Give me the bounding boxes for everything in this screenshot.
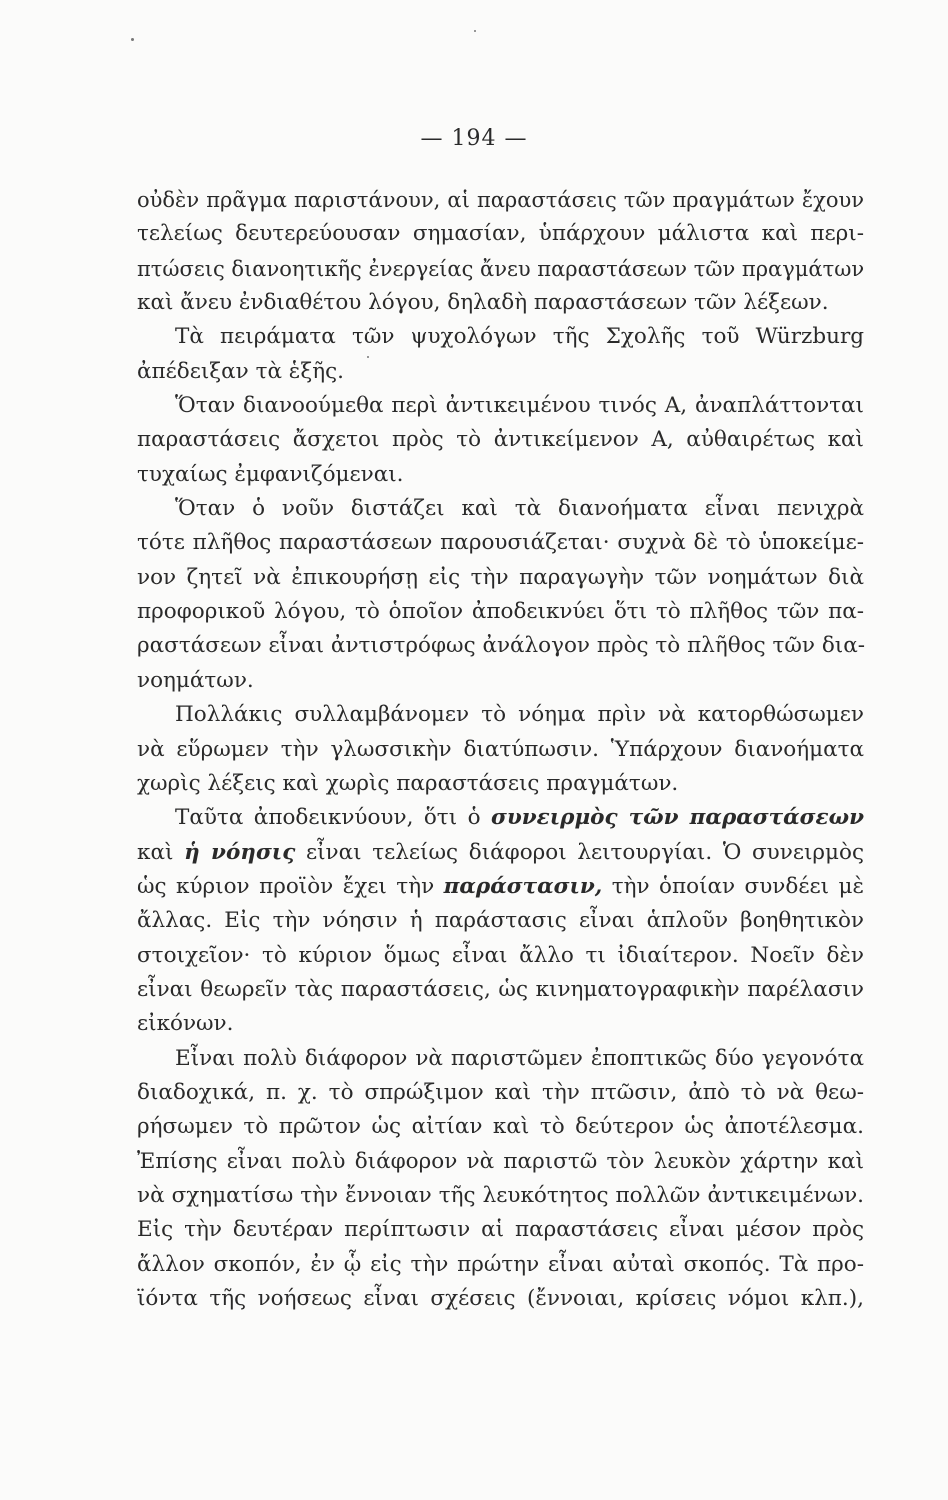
text-line: χωρὶς λέξεις καὶ χωρὶς παραστάσεις πραγμάτων. (137, 770, 679, 796)
text-line: νὰ εὕρωμεν τὴν γλωσσικὴν διατύπωσιν. Ὑπάρχουν διανοήματα (137, 736, 864, 762)
text-line: Ὅταν ὁ νοῦν διστάζει καὶ τὰ διανοήματα εἶναι πενιχρὰ (175, 496, 864, 522)
emphasis-text: ἡ νόησις (184, 839, 296, 865)
text-line: Εἶναι πολὺ διάφορον νὰ παριστῶμεν ἐποπτικῶς δύο γεγονότα (175, 1045, 864, 1071)
page-number: — 194 — (420, 126, 528, 151)
text-line: ϊόντα τῆς νοήσεως εἶναι σχέσεις (ἔννοιαι, κρίσεις νόμοι κλπ.), (137, 1286, 864, 1311)
text-line (137, 836, 864, 870)
text-line: ρήσωμεν τὸ πρῶτον ὡς αἰτίαν καὶ τὸ δεύτερον ὡς ἀποτέλεσμα. (137, 1114, 864, 1140)
paper-speck (367, 356, 369, 358)
paper-speck (474, 30, 476, 32)
paper-speck (131, 38, 134, 41)
text-line (137, 801, 864, 835)
text-line: νὰ σχηματίσω τὴν ἔννοιαν τῆς λευκότητος πολλῶν ἀντικειμένων. (137, 1182, 864, 1208)
text-segment: τὴν ὁποίαν συνδέει μὲ (602, 873, 864, 899)
text-segment: Ταῦτα ἀποδεικνύουν, ὅτι ὁ (175, 805, 491, 831)
text-line: εἶναι θεωρεῖν τὰς παραστάσεις, ὡς κινηματογραφικὴν παρέλασιν (137, 976, 864, 1002)
text-line: νον ζητεῖ νὰ ἐπικουρήσῃ εἰς τὴν παραγωγὴν τῶν νοημάτων διὰ (137, 564, 864, 590)
text-line: τότε πλῆθος παραστάσεων παρουσιάζεται· συχνὰ δὲ τὸ ὑποκείμε- (137, 530, 864, 556)
text-line: τυχαίως ἐμφανιζόμεναι. (137, 461, 404, 487)
text-line: νοημάτων. (137, 667, 254, 693)
text-line: ραστάσεων εἶναι ἀντιστρόφως ἀνάλογον πρὸς τὸ πλῆθος τῶν δια- (137, 633, 865, 659)
text-line: ἀπέδειξαν τὰ ἑξῆς. (137, 358, 344, 384)
text-line: καὶ ἄνευ ἐνδιαθέτου λόγου, δηλαδὴ παραστάσεων τῶν λέξεων. (137, 290, 829, 316)
text-line: στοιχεῖον· τὸ κύριον ὅμως εἶναι ἄλλο τι ἰδιαίτερον. Νοεῖν δὲν (137, 942, 864, 968)
text-line: πτώσεις διανοητικῆς ἐνεργείας ἄνευ παραστάσεων τῶν πραγμάτων (137, 256, 865, 281)
text-line: εἰκόνων. (137, 1011, 234, 1037)
text-line: παραστάσεις ἄσχετοι πρὸς τὸ ἀντικείμενον Α, αὐθαιρέτως καὶ (137, 427, 864, 453)
text-segment: καὶ (137, 839, 185, 865)
text-line: τελείως δευτερεύουσαν σημασίαν, ὑπάρχουν μάλιστα καὶ περι- (137, 221, 864, 247)
text-line: Εἰς τὴν δευτέραν περίπτωσιν αἱ παραστάσεις εἶναι μέσον πρὸς (137, 1217, 864, 1243)
text-line: ἄλλας. Εἰς τὴν νόησιν ἡ παράστασις εἶναι ἁπλοῦν βοηθητικὸν (137, 908, 864, 934)
text-line: Ἐπίσης εἶναι πολὺ διάφορον νὰ παριστῶ τὸν λευκὸν χάρτην καὶ (137, 1148, 864, 1174)
text-line: προφορικοῦ λόγου, τὸ ὁποῖον ἀποδεικνύει ὅτι τὸ πλῆθος τῶν πα- (137, 599, 864, 625)
emphasis-text: συνειρμὸς τῶν παραστάσεων (490, 805, 864, 831)
body-text (137, 183, 864, 1316)
text-line: ἄλλον σκοπόν, ἐν ᾧ εἰς τὴν πρώτην εἶναι αὐταὶ σκοπός. Τὰ προ- (137, 1251, 864, 1277)
text-line: Τὰ πειράματα τῶν ψυχολόγων τῆς Σχολῆς τοῦ Würzburg (175, 324, 864, 350)
text-line (137, 870, 864, 904)
emphasis-text: παράστασιν, (443, 873, 603, 899)
text-line: οὐδὲν πρᾶγμα παριστάνουν, αἱ παραστάσεις τῶν πραγμάτων ἔχουν (137, 188, 864, 212)
text-line: διαδοχικά, π. χ. τὸ σπρώξιμον καὶ τὴν πτῶσιν, ἀπὸ τὸ νὰ θεω- (137, 1079, 864, 1105)
text-segment: εἶναι τελείως διάφοροι λειτουργίαι. Ὁ συνειρμὸς (295, 839, 864, 865)
text-segment: ὡς κύριον προϊὸν ἔχει τὴν (137, 873, 444, 899)
text-line: Ὅταν διανοούμεθα περὶ ἀντικειμένου τινός Α, ἀναπλάττονται (175, 393, 864, 419)
text-line: Πολλάκις συλλαμβάνομεν τὸ νόημα πρὶν νὰ κατορθώσωμεν (175, 702, 864, 728)
